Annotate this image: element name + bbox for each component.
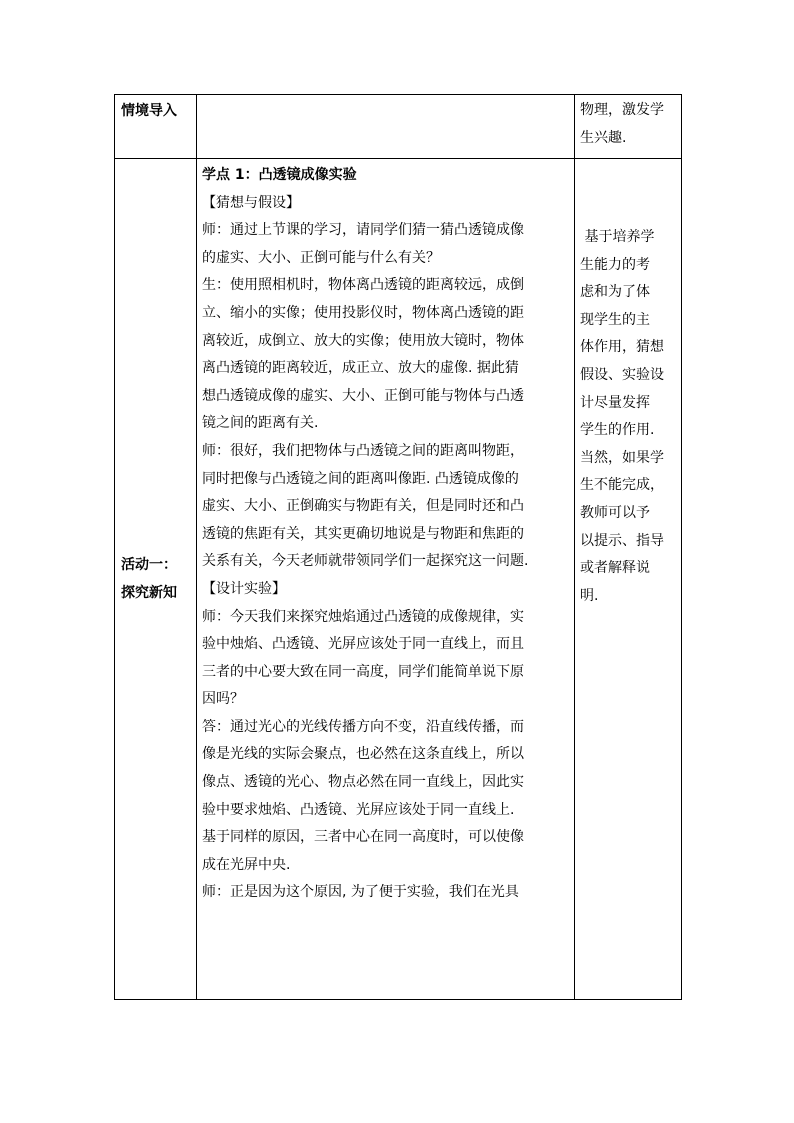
note-line: 明. xyxy=(580,587,599,604)
content-line: 【猜想与假设】 xyxy=(202,194,300,211)
content-line: 虚实、大小、正倒确实与物距有关，但是同时还和凸 xyxy=(202,498,524,515)
content-line: 的虚实、大小、正倒可能与什么有关？ xyxy=(202,249,440,266)
note-line: 以提示、指导 xyxy=(580,532,664,549)
content-line: 验中要求烛焰、凸透镜、光屏应该处于同一直线上. xyxy=(202,801,515,818)
note-line: 生不能完成， xyxy=(580,477,664,494)
note-line: 生兴趣. xyxy=(580,129,627,146)
design-note-cell xyxy=(575,159,682,1000)
note-line: 物理，激发学 xyxy=(580,102,664,118)
content-line: 三者的中心要大致在同一高度，同学们能简单说下原 xyxy=(202,663,524,680)
activity-content xyxy=(197,159,574,907)
content-line: 同时把像与凸透镜之间的距离叫像距. 凸透镜成像的 xyxy=(202,470,519,487)
note-line: 体作用，猜想 xyxy=(580,339,664,356)
activity-content-cell xyxy=(197,159,575,1000)
content-line: 师：很好，我们把物体与凸透镜之间的距离叫物距， xyxy=(202,442,524,459)
content-line: 立、缩小的实像；使用投影仪时，物体离凸透镜的距 xyxy=(202,304,524,321)
design-note xyxy=(575,159,681,610)
content-line: 师：正是因为这个原因, 为了便于实验，我们在光具 xyxy=(202,884,519,901)
note-line: 学生的作用. xyxy=(580,422,655,439)
table-row-intro xyxy=(115,95,682,159)
note-line: 基于培养学 xyxy=(580,229,655,245)
note-line: 假设、实验设 xyxy=(580,366,664,383)
content-line: 师：今天我们来探究烛焰通过凸透镜的成像规律，实 xyxy=(202,608,524,625)
content-line: 基于同样的原因，三者中心在同一高度时，可以使像 xyxy=(202,829,524,846)
content-line: 答：通过光心的光线传播方向不变，沿直线传播，而 xyxy=(202,718,524,735)
content-line: 镜之间的距离有关. xyxy=(202,415,319,432)
study-point-heading: 学点 1：凸透镜成像实验 xyxy=(202,167,357,183)
content-line: 离凸透镜的距离较近，成正立、放大的虚像. 据此猜 xyxy=(202,360,519,377)
content-line: 验中烛焰、凸透镜、光屏应该处于同一直线上，而且 xyxy=(202,636,524,653)
section-label-cell xyxy=(115,159,197,1000)
table-row-activity-1 xyxy=(115,159,682,1000)
note-line: 当然，如果学 xyxy=(580,449,664,466)
content-line: 透镜的焦距有关，其实更确切地说是与物距和焦距的 xyxy=(202,525,524,542)
activity-content xyxy=(197,95,574,98)
activity-content-cell xyxy=(197,95,575,159)
note-line: 虑和为了体 xyxy=(580,284,650,301)
content-line: 生：使用照相机时，物体离凸透镜的距离较远，成倒 xyxy=(202,277,524,294)
note-line: 现学生的主 xyxy=(580,311,650,328)
section-label-line: 活动一： xyxy=(121,557,177,573)
content-line: 关系有关，今天老师就带领同学们一起探究这一问题. xyxy=(202,553,529,570)
note-line: 生能力的考 xyxy=(580,256,650,273)
content-line: 师：通过上节课的学习，请同学们猜一猜凸透镜成像 xyxy=(202,222,524,239)
content-line: 【设计实验】 xyxy=(202,580,286,597)
content-line: 想凸透镜成像的虚实、大小、正倒可能与物体与凸透 xyxy=(202,387,524,404)
note-line: 或者解释说 xyxy=(580,560,650,577)
content-line: 成在光屏中央. xyxy=(202,856,291,873)
note-line: 教师可以予 xyxy=(580,504,650,521)
design-note xyxy=(575,95,681,152)
section-label-line: 探究新知 xyxy=(121,585,177,601)
lesson-plan-table xyxy=(114,94,682,1000)
design-note-cell xyxy=(575,95,682,159)
section-label: 情境导入 xyxy=(121,103,177,119)
content-line: 因吗？ xyxy=(202,691,244,708)
content-line: 离较近，成倒立、放大的实像；使用放大镜时，物体 xyxy=(202,332,524,349)
note-line: 计尽量发挥 xyxy=(580,394,650,411)
section-label-cell xyxy=(115,95,197,159)
content-line: 像是光线的实际会聚点，也必然在这条直线上，所以 xyxy=(202,746,524,763)
content-line: 像点、透镜的光心、物点必然在同一直线上，因此实 xyxy=(202,774,524,791)
